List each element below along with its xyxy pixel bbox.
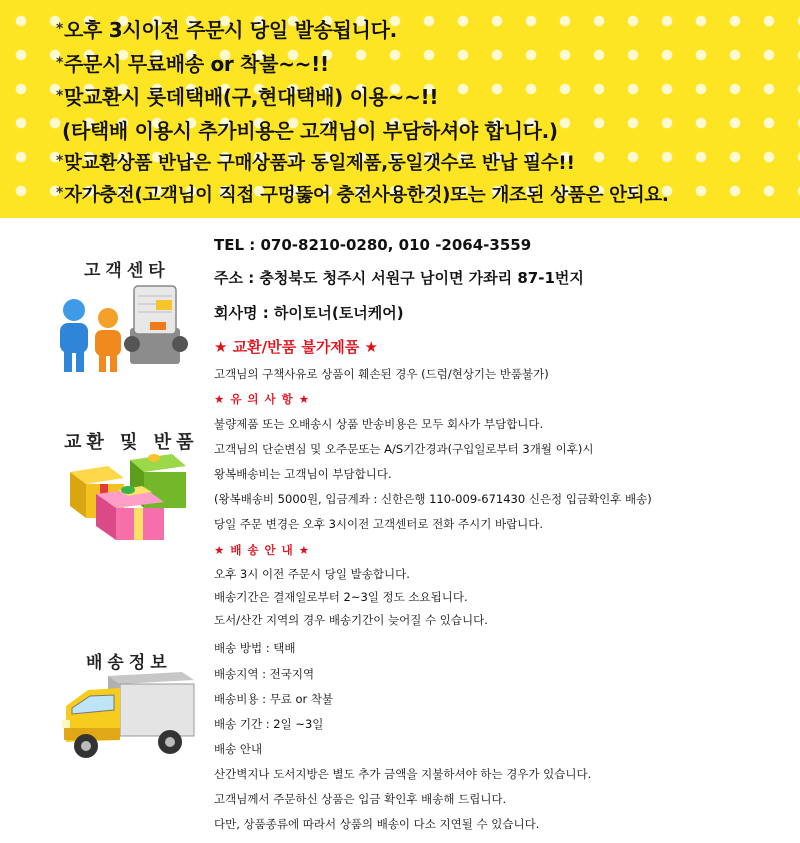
delivery-line: 배송비용 : 무료 or 착불	[214, 692, 334, 706]
shipping-guide-heading: ★ 배 송 안 내 ★	[214, 543, 311, 557]
star-icon: *	[56, 55, 64, 71]
delivery-line: 배송 기간 : 2일 ~3일	[214, 717, 324, 731]
company-line: 회사명 : 하이토너(토너케어)	[214, 304, 404, 322]
delivery-line: 산간벽지나 도서지방은 별도 추가 금액을 지불하셔야 하는 경우가 있습니다.	[214, 767, 592, 781]
rolodex-people-icon	[52, 278, 192, 374]
banner-line-no-modified: *자가충전(고객님이 직접 구멍뚫어 충전사용한것)또는 개조된 상품은 안되요.	[56, 185, 669, 206]
banner-line-return-rule: *맞교환상품 반납은 구매상품과 동일제품,동일갯수로 반납 필수!!	[56, 153, 575, 174]
star-icon: *	[56, 88, 64, 104]
delivery-info-title: 배송정보	[86, 653, 172, 673]
notice-banner	[0, 0, 800, 218]
star-icon: *	[56, 185, 64, 201]
banner-line-same-day: *오후 3시이전 주문시 당일 발송됩니다.	[56, 18, 397, 42]
delivery-line: 다만, 상품종류에 따라서 상품의 배송이 다소 지연될 수 있습니다.	[214, 817, 540, 831]
tel-line: TEL : 070-8210-0280, 010 -2064-3559	[214, 236, 532, 254]
notice-heading: ★ 유 의 사 항 ★	[214, 392, 311, 406]
star-icon: *	[56, 153, 64, 169]
address-line: 주소 : 충청북도 청주시 서원구 남이면 가좌리 87-1번지	[214, 269, 584, 287]
return-line: 불량제품 또는 오배송시 상품 반송비용은 모두 회사가 부담합니다.	[214, 417, 544, 431]
gift-boxes-icon	[68, 450, 188, 542]
delivery-line: 고객님께서 주문하신 상품은 입금 확인후 배송해 드립니다.	[214, 792, 507, 806]
no-return-heading: ★ 교환/반품 불가제품 ★	[214, 338, 378, 356]
exchange-return-title: 교환 및 반품	[64, 432, 199, 453]
no-return-text: 고객님의 구책사유로 상품이 훼손된 경우 (드럼/현상기는 반품불가)	[214, 367, 549, 381]
delivery-line: 배송 안내	[214, 742, 263, 756]
star-icon: *	[56, 21, 64, 37]
banner-line-extra-cost: (타택배 이용시 추가비용은 고객님이 부담하셔야 합니다.)	[62, 119, 558, 143]
return-line: 왕복배송비는 고객님이 부담합니다.	[214, 467, 392, 481]
banner-line-lotte-courier: *맞교환시 롯데택배(구,현대택배) 이용~~!!	[56, 85, 439, 109]
return-line: 당일 주문 변경은 오후 3시이전 고객센터로 전화 주시기 바랍니다.	[214, 517, 544, 531]
customer-center-title: 고객센타	[84, 261, 170, 281]
delivery-line: 배송지역 : 전국지역	[214, 667, 315, 681]
delivery-truck-icon	[58, 670, 198, 762]
shipping-guide-line: 도서/산간 지역의 경우 배송기간이 늦어질 수 있습니다.	[214, 613, 488, 627]
shipping-guide-line: 배송기간은 결재일로부터 2~3일 정도 소요됩니다.	[214, 590, 468, 604]
shipping-guide-line: 오후 3시 이전 주문시 당일 발송합니다.	[214, 567, 410, 581]
return-line: 고객님의 단순변심 및 오주문또는 A/S기간경과(구입일로부터 3개월 이후)시	[214, 442, 594, 456]
banner-line-free-shipping: *주문시 무료배송 or 착불~~!!	[56, 52, 329, 76]
return-line: (왕복배송비 5000원, 입금계좌 : 신한은행 110-009-671430 신은정 입금확인후 배송)	[214, 492, 652, 506]
delivery-line: 배송 방법 : 택배	[214, 641, 296, 655]
